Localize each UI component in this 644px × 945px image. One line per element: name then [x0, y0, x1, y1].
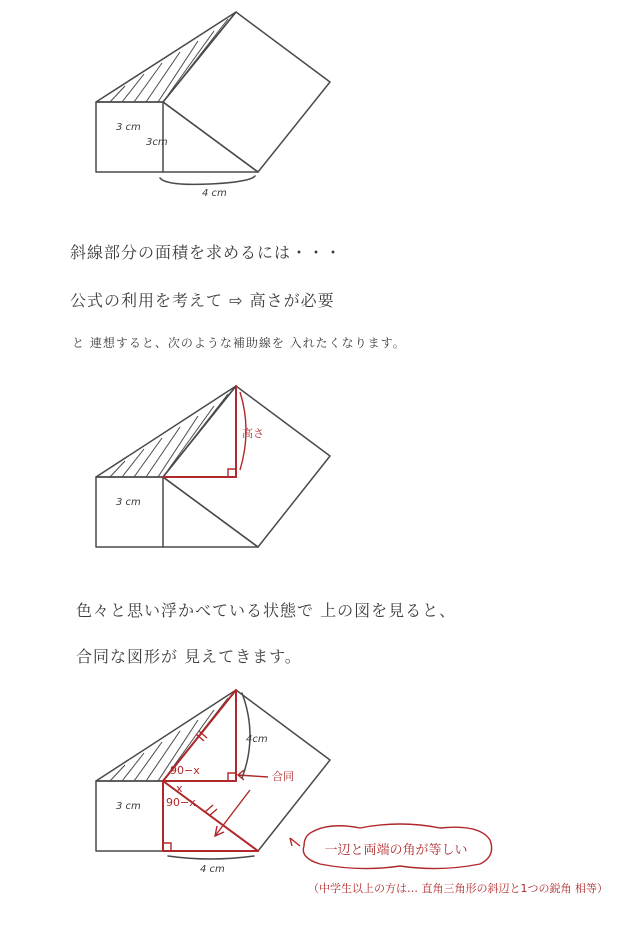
label-top-leg: 4cm — [246, 734, 268, 745]
figure-1 — [96, 12, 330, 199]
label-angle-lower: 90−x — [166, 796, 196, 809]
label-triangle-leg-1: 3cm — [146, 137, 168, 148]
label-bottom-1: 4 cm — [202, 188, 227, 199]
label-angle-x: x — [176, 782, 183, 795]
square-3 — [96, 781, 163, 851]
note-text-box — [300, 828, 492, 868]
label-square-side-3: 3 cm — [116, 801, 141, 812]
footnote-text: （中学生以上の方は… 直角三角形の斜辺と1つの鋭角 相等） — [308, 882, 608, 895]
label-bottom-3: 4 cm — [200, 864, 225, 875]
text-line-observe: 色々と思い浮かべている状態で 上の図を見ると、 — [76, 601, 457, 620]
label-square-side-1: 3 cm — [116, 122, 141, 133]
text-line-congruent: 合同な図形が 見えてきます。 — [76, 647, 302, 666]
hatched-triangle-3 — [96, 690, 236, 781]
auxiliary-height-lines — [163, 386, 246, 477]
square-2 — [96, 477, 163, 547]
large-square-2 — [163, 386, 330, 547]
text-line-area-method: 斜線部分の面積を求めるには・・・ — [70, 243, 343, 262]
label-angle-upper: 90−x — [170, 764, 200, 777]
label-height: 高さ — [242, 427, 264, 440]
figure-2 — [96, 386, 330, 547]
hatched-triangle-2 — [96, 386, 236, 477]
label-congruent: 合同 — [272, 770, 294, 783]
text-line-need-height: 公式の利用を考えて ⇨ 高さが必要 — [70, 291, 335, 310]
hatched-triangle-1 — [96, 12, 236, 102]
note-text: 一辺と両端の角が等しい — [324, 843, 468, 858]
large-square-1 — [163, 12, 330, 172]
text-line-auxiliary: と 連想すると、次のような補助線を 入れたくなります。 — [72, 336, 406, 350]
label-square-side-2: 3 cm — [116, 497, 141, 508]
